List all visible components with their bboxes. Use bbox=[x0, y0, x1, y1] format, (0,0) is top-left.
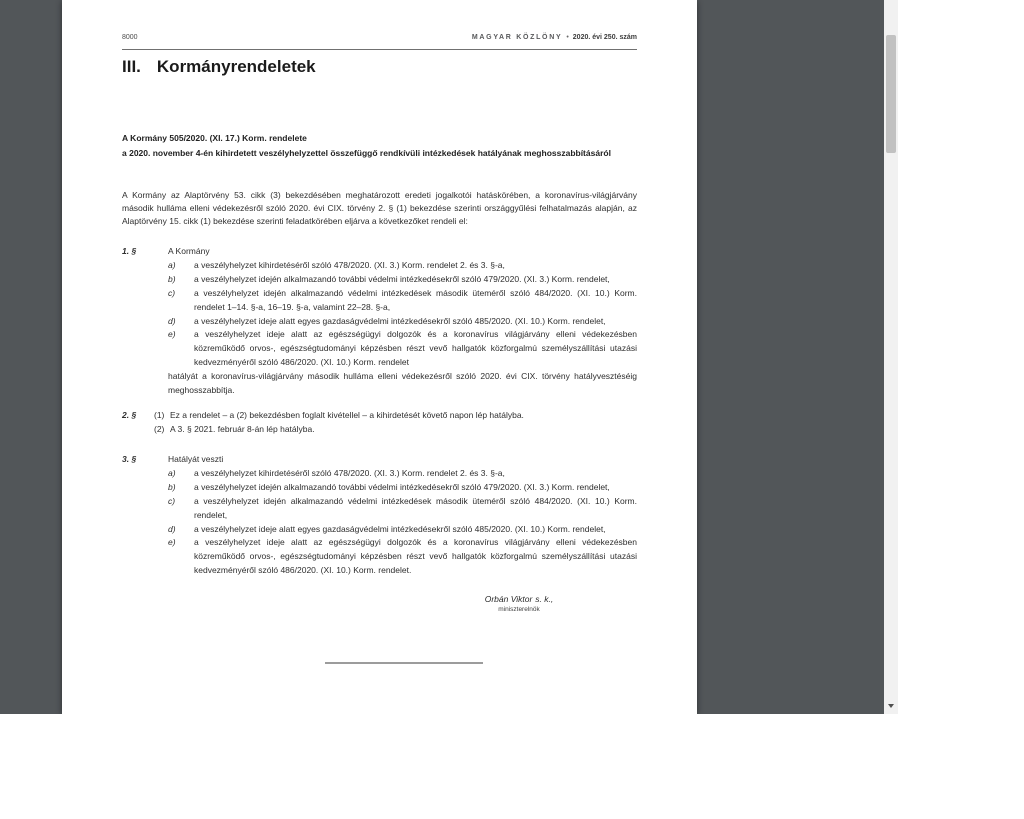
signature-suffix: s. k., bbox=[535, 594, 554, 604]
issue-label: 2020. évi 250. szám bbox=[572, 34, 637, 41]
section-1 bbox=[122, 245, 637, 398]
journal-header bbox=[472, 34, 637, 41]
list-item bbox=[168, 328, 637, 370]
section-3 bbox=[122, 453, 637, 578]
section-heading-numeral: III. bbox=[122, 57, 141, 76]
list-item bbox=[168, 287, 637, 315]
section-closing: hatályát a koronavírus-világjárvány második hulláma elleni védekezésről szóló 2020. évi CIX. törvény hatályvesztéséig meghosszabbítja. bbox=[168, 371, 637, 396]
journal-title: MAGYAR KÖZLÖNY bbox=[471, 34, 563, 41]
item-marker: b) bbox=[168, 273, 176, 284]
paragraph-text: Ez a rendelet – a (2) bekezdésben foglalt kivétellel – a kihirdetését követő napon lép hatályba. bbox=[170, 410, 524, 420]
item-text: a veszélyhelyzet idején alkalmazandó védelmi intézkedések második üteméről szóló 484/2020. (XI. 10.) Korm. rendelet, bbox=[194, 495, 637, 520]
scrollbar-thumb[interactable] bbox=[886, 35, 896, 153]
list-item bbox=[168, 536, 637, 578]
paragraph-marker: (1) bbox=[154, 410, 165, 420]
item-text: a veszélyhelyzet idején alkalmazandó védelmi intézkedések második üteméről szóló 484/2020. (XI. 10.) Korm. rendelet 1–14. §-a, 16–19. §-a, valamint 22–28. §-a, bbox=[194, 287, 637, 312]
section-2 bbox=[122, 409, 637, 437]
scroll-down-button[interactable] bbox=[884, 700, 898, 712]
signature-line bbox=[419, 594, 619, 605]
list-item bbox=[168, 523, 637, 537]
signature-role: miniszterelnök bbox=[498, 606, 540, 613]
list-item bbox=[168, 259, 637, 273]
signature-block bbox=[419, 594, 619, 614]
item-marker: d) bbox=[168, 523, 176, 534]
item-marker: c) bbox=[168, 287, 176, 298]
item-text: a veszélyhelyzet ideje alatt egyes gazdaságvédelmi intézkedésekről szóló 485/2020. (XI. 10.) Korm. rendelet, bbox=[194, 523, 606, 534]
decree-title: A Kormány 505/2020. (XI. 17.) Korm. rendelete bbox=[122, 133, 307, 143]
section-heading bbox=[122, 57, 637, 77]
page-number: 8000 bbox=[122, 34, 138, 41]
item-text: a veszélyhelyzet kihirdetéséről szóló 478/2020. (XI. 3.) Korm. rendelet 2. és 3. §-a, bbox=[194, 259, 505, 270]
page-header bbox=[122, 34, 637, 41]
decree-subtitle: a 2020. november 4-én kihirdetett veszélyhelyzettel összefüggő rendkívüli intézkedések hatályának meghosszabbításáról bbox=[122, 147, 611, 158]
item-marker: a) bbox=[168, 259, 176, 270]
item-marker: b) bbox=[168, 481, 176, 492]
list-item bbox=[168, 315, 637, 329]
decree-title-block bbox=[122, 131, 637, 160]
section-number: 2. § bbox=[122, 410, 137, 420]
item-marker: a) bbox=[168, 467, 176, 478]
decree-preamble: A Kormány az Alaptörvény 53. cikk (3) bekezdésében meghatározott eredeti jogalkotói hatáskörében, a koronavírus-világjárvány második hulláma elleni védekezésről szóló 2020. évi CIX. törvény 2. § (1) bekezdése szerinti országgyűlési felhatalmazás alapján, az Alaptörvény 15. cikk (1) bekezdése szerinti feladatkörében eljárva a következőket rendeli el: bbox=[122, 190, 637, 226]
paragraph-text: A 3. § 2021. február 8-án lép hatályba. bbox=[170, 423, 315, 434]
dot-separator: • bbox=[566, 34, 569, 41]
list-item bbox=[168, 273, 637, 287]
list-item bbox=[168, 481, 637, 495]
item-text: a veszélyhelyzet idején alkalmazandó további védelmi intézkedésekről szóló 479/2020. (XI. 3.) Korm. rendelet, bbox=[194, 273, 610, 284]
list-item bbox=[168, 495, 637, 523]
item-marker: e) bbox=[168, 537, 176, 548]
item-text: a veszélyhelyzet idején alkalmazandó további védelmi intézkedésekről szóló 479/2020. (XI. 3.) Korm. rendelet, bbox=[194, 481, 610, 492]
item-marker: e) bbox=[168, 329, 176, 340]
item-text: a veszélyhelyzet ideje alatt az egészségügyi dolgozók és a koronavírus világjárvány elleni védekezésben közreműködő orvos-, egészségtudományi képzésben részt vevő hallgatók közforgalmú személyszállítási utazási kedvezményéről szóló 486/2020. (XI. 10.) Korm. rendelet bbox=[194, 329, 637, 368]
section-lead: A Kormány bbox=[168, 246, 210, 256]
header-rule bbox=[122, 49, 637, 50]
chevron-down-icon bbox=[888, 704, 894, 708]
item-text: a veszélyhelyzet ideje alatt az egészségügyi dolgozók és a koronavírus világjárvány elleni védekezésben közreműködő orvos-, egészségtudományi képzésben részt vevő hallgatók közforgalmú személyszállítási utazási kedvezményéről szóló 486/2020. (XI. 10.) Korm. rendelet. bbox=[194, 537, 637, 576]
section-number: 1. § bbox=[122, 246, 137, 256]
paragraph-marker: (2) bbox=[154, 423, 165, 434]
section-heading-title: Kormányrendeletek bbox=[156, 57, 316, 76]
section-lead: Hatályát veszti bbox=[168, 454, 224, 464]
signature-name: Orbán Viktor bbox=[484, 594, 533, 604]
item-marker: c) bbox=[168, 495, 176, 506]
paragraph-item bbox=[154, 423, 637, 437]
paragraph-item bbox=[154, 409, 637, 423]
footer-divider bbox=[325, 662, 483, 664]
document-page bbox=[62, 0, 697, 714]
list-item bbox=[168, 467, 637, 481]
item-marker: d) bbox=[168, 315, 176, 326]
scrollbar[interactable] bbox=[884, 0, 898, 714]
item-text: a veszélyhelyzet ideje alatt egyes gazdaságvédelmi intézkedésekről szóló 485/2020. (XI. 10.) Korm. rendelet, bbox=[194, 315, 606, 326]
item-text: a veszélyhelyzet kihirdetéséről szóló 478/2020. (XI. 3.) Korm. rendelet 2. és 3. §-a, bbox=[194, 467, 505, 478]
section-number: 3. § bbox=[122, 454, 137, 464]
